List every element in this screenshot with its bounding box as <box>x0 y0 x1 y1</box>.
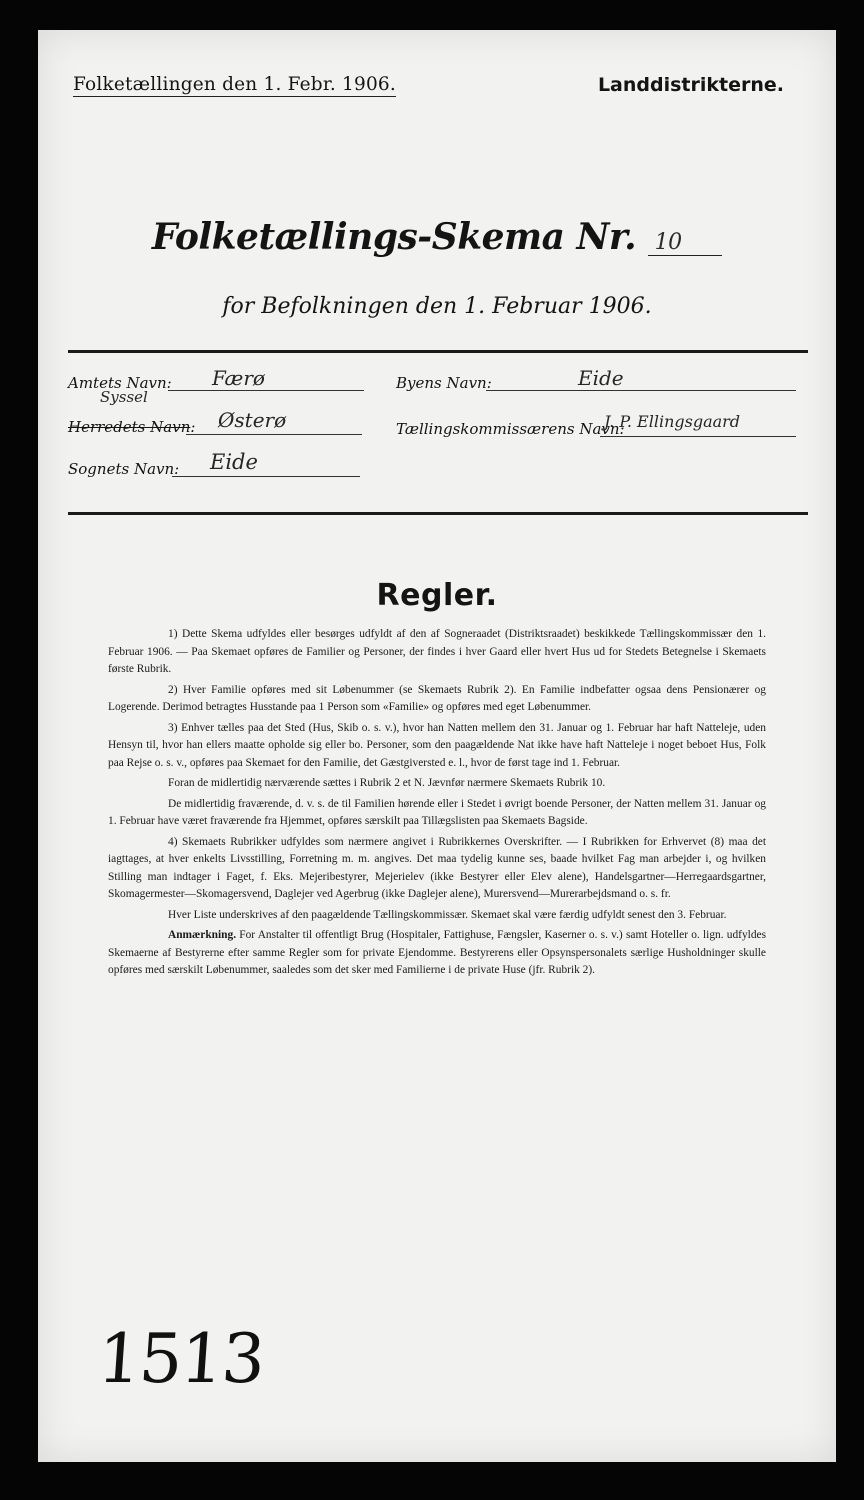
form-subtitle: for Befolkningen den 1. Februar 1906. <box>222 294 652 319</box>
amt-label: Amtets Navn: <box>68 374 172 392</box>
rules-heading: Regler. <box>376 578 498 613</box>
rule-2: 2) Hver Familie opføres med sit Løbenummer (se Skemaets Rubrik 2). En Familie indbefatter ogsaa dens Pensionærer og Logerende. Derimod betragtes Husstande paa 1 Person som «Familie» og opføres med eget Løbenummer. <box>108 683 766 713</box>
annotation-label: Anmærkning. <box>168 929 237 941</box>
top-rule <box>68 350 808 353</box>
form-title-text: Folketællings-Skema Nr. <box>151 216 637 258</box>
kommissaer-value: J. P. Ellingsgaard <box>604 412 741 431</box>
annotation-text: For Anstalter til offentligt Brug (Hospitaler, Fattighuse, Fængsler, Kaserner o. s. v.) samt Hoteller o. lign. udfyldes Skemaerne af Bestyrerne efter samme Regler som for private Ejendomme. Bestyrerens eller Opsynspersonalets særlige Husholdninger skulle opføres med særskilt Løbenummer, saaledes som det sker med Familierne i de private Huse (jfr. Rubrik 2). <box>108 929 767 976</box>
census-header-right: Landdistrikterne. <box>597 74 784 96</box>
census-form-page <box>38 30 836 1462</box>
herred-value: Østerø <box>218 408 287 432</box>
by-label: Byens Navn: <box>396 374 492 392</box>
rule-3b: Foran de midlertidig nærværende sættes i Rubrik 2 et N. Jævnfør nærmere Skemaets Rubrik 10. <box>168 777 606 789</box>
form-title <box>38 216 836 258</box>
herred-label-wrap <box>68 418 195 436</box>
amt-value: Færø <box>212 366 265 390</box>
amt-line <box>168 390 364 391</box>
kommissaer-line <box>600 436 796 437</box>
herred-colon: : <box>190 418 196 436</box>
sogn-value: Eide <box>210 450 258 474</box>
kommissaer-label: Tællingskommissærens Navn: <box>396 420 625 438</box>
fields-bottom-rule <box>68 512 808 515</box>
census-header-left: Folketællingen den 1. Febr. 1906. <box>73 74 396 95</box>
rule-3c: De midlertidig fraværende, d. v. s. de til Familien hørende eller i Stedet i øvrigt boende Personer, der Natten mellem 31. Januar og 1. Februar have været fraværende fra Hjemmet, opføres særskilt paa Tillægslisten paa Skemaets Bagside. <box>108 797 766 827</box>
rule-1: 1) Dette Skema udfyldes eller besørges udfyldt af den af Sogneraadet (Distriktsraadet) beskikkede Tællingskommissær den 1. Februar 1906. — Paa Skemaet opføres de Familier og Personer, der findes i hver Gaard eller hvert Hus ud for Stedets Betegnelse i Skemaets første Rubrik. <box>108 628 766 675</box>
by-value: Eide <box>578 366 624 390</box>
form-number-handwritten: 10 <box>654 230 682 255</box>
by-line <box>486 390 796 391</box>
amt-overwrite: Syssel <box>100 388 148 406</box>
handwritten-archive-number: 1513 <box>95 1320 266 1399</box>
sogn-label: Sognets Navn: <box>68 460 180 478</box>
rule-4b: Hver Liste underskrives af den paagældende Tællingskommissær. Skemaet skal være færdig udfyldt senest den 3. Februar. <box>168 908 727 921</box>
rules-body <box>108 626 766 983</box>
herred-label: Herredets Navn <box>68 418 191 436</box>
sogn-line <box>172 476 360 477</box>
annotation <box>108 927 766 980</box>
form-number-field <box>648 230 722 256</box>
rule-3: 3) Enhver tælles paa det Sted (Hus, Skib o. s. v.), hvor han Natten mellem den 31. Januar og 1. Februar har haft Natteleje, uden Hensyn til, hvor han ellers maatte opholde sig eller bo. Personer, som den paagældende Nat ikke have haft Natteleje i noget beboet Hus, Folk paa Rejse o. s. v., opføres paa Skemaet for den Familie, det Gæstgiversted e. l., hvor de først tage ind 1. Februar. <box>108 721 766 769</box>
herred-line <box>186 434 362 435</box>
rule-4: 4) Skemaets Rubrikker udfyldes som nærmere angivet i Rubrikkernes Overskrifter. — I Rubrikken for Erhvervet (8) maa det iagttages, at hver enkelts Livsstilling, Forretning m. m. angives. Det maa tydelig kunne ses, baade hvilket Fag man arbejder i, og hvilken Stilling man indtager i Faget, f. Eks. Mejeribestyrer, Mejerielev (ikke Bestyrer eller Elev alene), Handelsgartner—Herregaardsgartner, Skomagermester—Skomagersvend, Daglejer ved Agerbrug (ikke Daglejer alene), Murersvend—Murerarbejdsmand o. s. fr. <box>108 835 766 900</box>
